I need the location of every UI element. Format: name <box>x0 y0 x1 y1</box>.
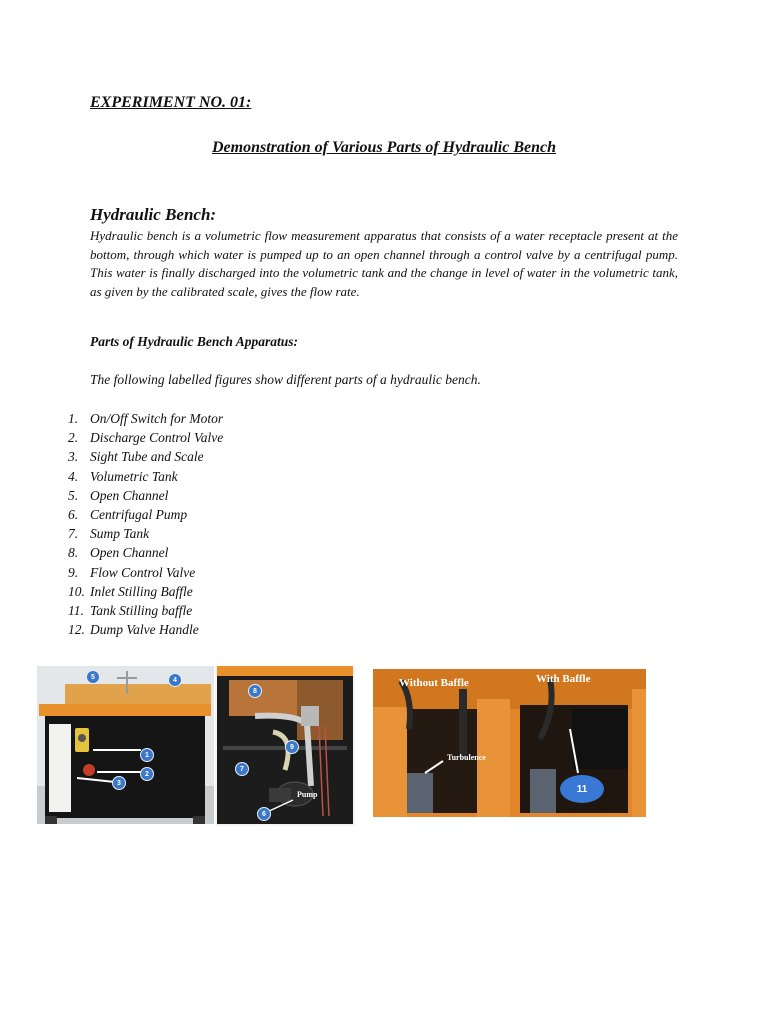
without-baffle-photo <box>373 669 510 817</box>
document-title: Demonstration of Various Parts of Hydraulic Bench <box>211 139 557 156</box>
list-item: 2. Discharge Control Valve <box>68 430 224 446</box>
without-baffle-illustration <box>373 669 510 817</box>
section-paragraph: Hydraulic bench is a volumetric flow measurement apparatus that consists of a water receptacle present at the bottom, through which water is pumped up to an open channel through a control valve by a centrifugal pump. This water is finally discharged into the volumetric tank and the change in level of water in the volumetric tank, as given by the calibrated scale, gives the flow rate. <box>90 228 678 299</box>
marker-4: 4 <box>168 673 182 687</box>
list-item: 6. Centrifugal Pump <box>68 507 188 523</box>
marker-1: 1 <box>140 748 154 762</box>
marker-6: 6 <box>257 807 271 821</box>
pump-label: Pump <box>297 790 318 799</box>
experiment-title: EXPERIMENT NO. 01: <box>90 94 252 111</box>
parts-list <box>68 409 223 639</box>
list-item: 1. On/Off Switch for Motor <box>68 411 224 426</box>
list-item: 9. Flow Control Valve <box>68 564 196 580</box>
marker-7: 7 <box>235 762 249 776</box>
marker-11: 11 <box>560 775 604 803</box>
section-heading: Hydraulic Bench: <box>90 205 217 224</box>
without-baffle-label: Without Baffle <box>399 677 469 689</box>
bench-front-illustration <box>37 666 214 824</box>
list-item: 8. Open Channel <box>68 545 169 561</box>
with-baffle-label: With Baffle <box>536 673 591 685</box>
marker-5: 5 <box>86 670 100 684</box>
marker-3: 3 <box>112 776 126 790</box>
bench-front-photo <box>37 666 214 824</box>
bench-inside-photo <box>215 666 355 826</box>
marker-8: 8 <box>248 684 262 698</box>
list-item: 7. Sump Tank <box>68 526 150 542</box>
turbulence-label: Turbulence <box>447 753 486 762</box>
list-item: 12. Dump Valve Handle <box>68 622 199 638</box>
parts-heading: Parts of Hydraulic Bench Apparatus: <box>90 334 299 349</box>
list-item: 5. Open Channel <box>68 487 169 503</box>
with-baffle-photo <box>510 669 646 817</box>
list-item: 10. Inlet Stilling Baffle <box>68 583 193 599</box>
parts-intro: The following labelled figures show different parts of a hydraulic bench. <box>90 372 481 387</box>
marker-2: 2 <box>140 767 154 781</box>
marker-9: 9 <box>285 740 299 754</box>
list-item: 4. Volumetric Tank <box>68 468 178 484</box>
list-item: 3. Sight Tube and Scale <box>68 449 204 465</box>
list-item: 11. Tank Stilling baffle <box>68 603 193 619</box>
